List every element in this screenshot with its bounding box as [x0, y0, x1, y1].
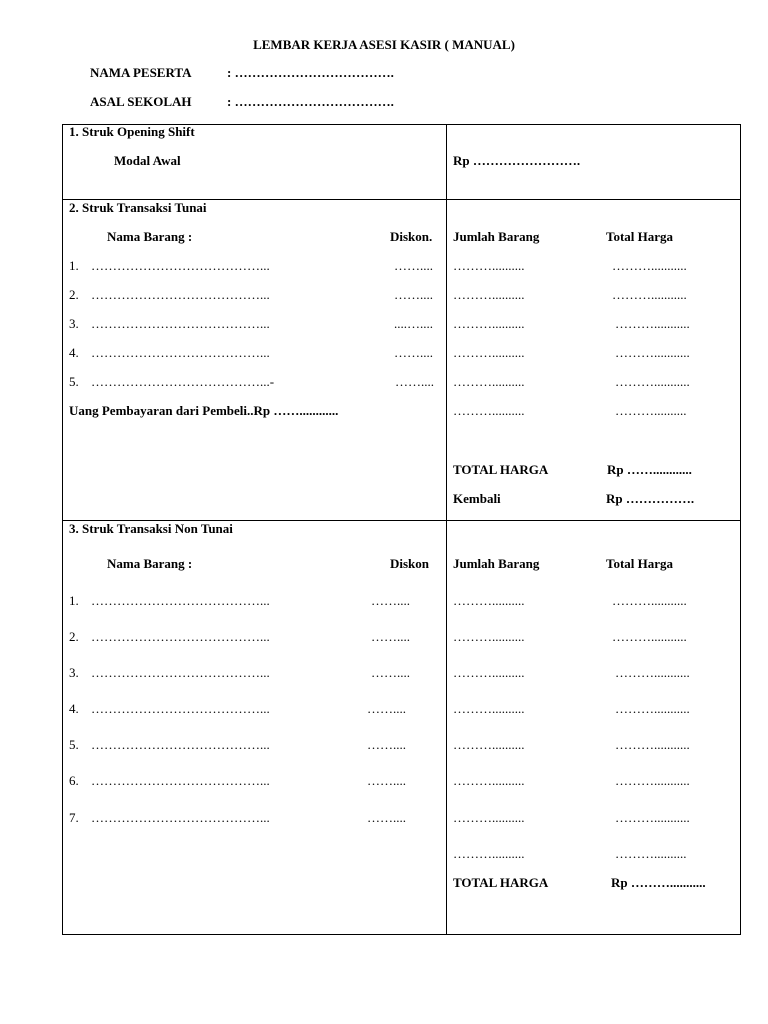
- uang-pembayaran-label: Uang Pembayaran dari Pembeli..Rp ……............: [69, 403, 339, 418]
- section2-col-nama: Nama Barang :: [107, 229, 193, 244]
- section3-heading: 3. Struk Transaksi Non Tunai: [69, 521, 233, 536]
- s2-row-num: 2.: [69, 287, 79, 302]
- s3-row-name: …………………………………...: [91, 665, 270, 680]
- modal-awal-value: Rp …………………….: [453, 153, 581, 168]
- s2-row-diskon: ……....: [394, 258, 433, 273]
- nama-peserta-value: : ……………………………….: [227, 65, 394, 80]
- column-divider: [446, 124, 447, 935]
- s3-row-jumlah: ………..........: [453, 737, 525, 752]
- s3-row-total: ………...........: [615, 665, 690, 680]
- s2-row-diskon: ....…....: [394, 316, 433, 331]
- s2-row-total: ………...........: [615, 345, 690, 360]
- s3-row-total: ………...........: [615, 773, 690, 788]
- section1-heading: 1. Struk Opening Shift: [69, 124, 195, 139]
- s3-extra-total: ………..........: [615, 846, 687, 861]
- s3-row-jumlah: ………..........: [453, 773, 525, 788]
- s2-row-jumlah: ………..........: [453, 316, 525, 331]
- uang-pembayaran-total: ………..........: [615, 403, 687, 418]
- section2-col-diskon: Diskon.: [390, 229, 433, 244]
- s2-row-name: …………………………………...: [91, 345, 270, 360]
- s2-row-jumlah: ………..........: [453, 374, 525, 389]
- s2-row-total: ………...........: [615, 374, 690, 389]
- s3-row-diskon: ……....: [371, 629, 410, 644]
- s3-row-name: …………………………………...: [91, 737, 270, 752]
- section3-col-nama: Nama Barang :: [107, 556, 193, 571]
- s3-row-jumlah: ………..........: [453, 701, 525, 716]
- s3-row-jumlah: ………..........: [453, 665, 525, 680]
- s3-row-name: …………………………………...: [91, 629, 270, 644]
- page-title: LEMBAR KERJA ASESI KASIR ( MANUAL): [253, 37, 515, 52]
- s3-row-jumlah: ………..........: [453, 810, 525, 825]
- s2-row-total: ………...........: [612, 287, 687, 302]
- s3-row-diskon: ……....: [371, 593, 410, 608]
- section3-total-value: Rp ………...........: [611, 875, 706, 890]
- s3-row-name: …………………………………...: [91, 593, 270, 608]
- s2-row-num: 1.: [69, 258, 79, 273]
- section2-col-total: Total Harga: [606, 229, 674, 244]
- s3-row-num: 5.: [69, 737, 79, 752]
- section3-total-label: TOTAL HARGA: [453, 875, 549, 890]
- s3-row-jumlah: ………..........: [453, 593, 525, 608]
- s2-row-jumlah: ………..........: [453, 287, 525, 302]
- s3-row-diskon: ……....: [367, 701, 406, 716]
- section3-col-diskon: Diskon: [390, 556, 430, 571]
- nama-peserta-label: NAMA PESERTA: [90, 65, 192, 80]
- s3-row-name: …………………………………...: [91, 810, 270, 825]
- s2-row-name: …………………………………...: [91, 258, 270, 273]
- s3-row-total: ………...........: [612, 629, 687, 644]
- s2-row-num: 5.: [69, 374, 79, 389]
- s2-row-name: …………………………………...-: [91, 374, 275, 389]
- s2-row-diskon: ……....: [394, 287, 433, 302]
- s2-row-total: ………...........: [615, 316, 690, 331]
- s3-row-num: 4.: [69, 701, 79, 716]
- s3-row-num: 7.: [69, 810, 79, 825]
- uang-pembayaran-jumlah: ………..........: [453, 403, 525, 418]
- s2-row-diskon: ……....: [395, 374, 434, 389]
- s3-row-total: ………...........: [615, 810, 690, 825]
- asal-sekolah-value: : ……………………………….: [227, 94, 394, 109]
- s3-row-num: 2.: [69, 629, 79, 644]
- s3-row-num: 6.: [69, 773, 79, 788]
- section2-total-label: TOTAL HARGA: [453, 462, 549, 477]
- s3-row-total: ………...........: [615, 737, 690, 752]
- s2-row-total: ………...........: [612, 258, 687, 273]
- section3-col-total: Total Harga: [606, 556, 674, 571]
- section3-col-jumlah: Jumlah Barang: [453, 556, 540, 571]
- s3-row-diskon: ……....: [367, 737, 406, 752]
- s3-row-jumlah: ………..........: [453, 629, 525, 644]
- section2-total-value: Rp ……............: [607, 462, 692, 477]
- s2-row-name: …………………………………...: [91, 287, 270, 302]
- s2-row-diskon: ……....: [394, 345, 433, 360]
- s2-row-jumlah: ………..........: [453, 258, 525, 273]
- s3-row-diskon: ……....: [367, 810, 406, 825]
- modal-awal-label: Modal Awal: [114, 153, 181, 168]
- section2-heading: 2. Struk Transaksi Tunai: [69, 200, 207, 215]
- s3-row-num: 3.: [69, 665, 79, 680]
- s3-row-num: 1.: [69, 593, 79, 608]
- kembali-value: Rp …………….: [606, 491, 695, 506]
- s3-row-total: ………...........: [615, 701, 690, 716]
- s2-row-num: 4.: [69, 345, 79, 360]
- s3-extra-jumlah: ………..........: [453, 846, 525, 861]
- kembali-label: Kembali: [453, 491, 501, 506]
- section2-col-jumlah: Jumlah Barang: [453, 229, 540, 244]
- s3-row-total: ………...........: [612, 593, 687, 608]
- s2-row-jumlah: ………..........: [453, 345, 525, 360]
- s3-row-diskon: ……....: [371, 665, 410, 680]
- asal-sekolah-label: ASAL SEKOLAH: [90, 94, 192, 109]
- s3-row-name: …………………………………...: [91, 773, 270, 788]
- s3-row-diskon: ……....: [367, 773, 406, 788]
- s2-row-num: 3.: [69, 316, 79, 331]
- s3-row-name: …………………………………...: [91, 701, 270, 716]
- s2-row-name: …………………………………...: [91, 316, 270, 331]
